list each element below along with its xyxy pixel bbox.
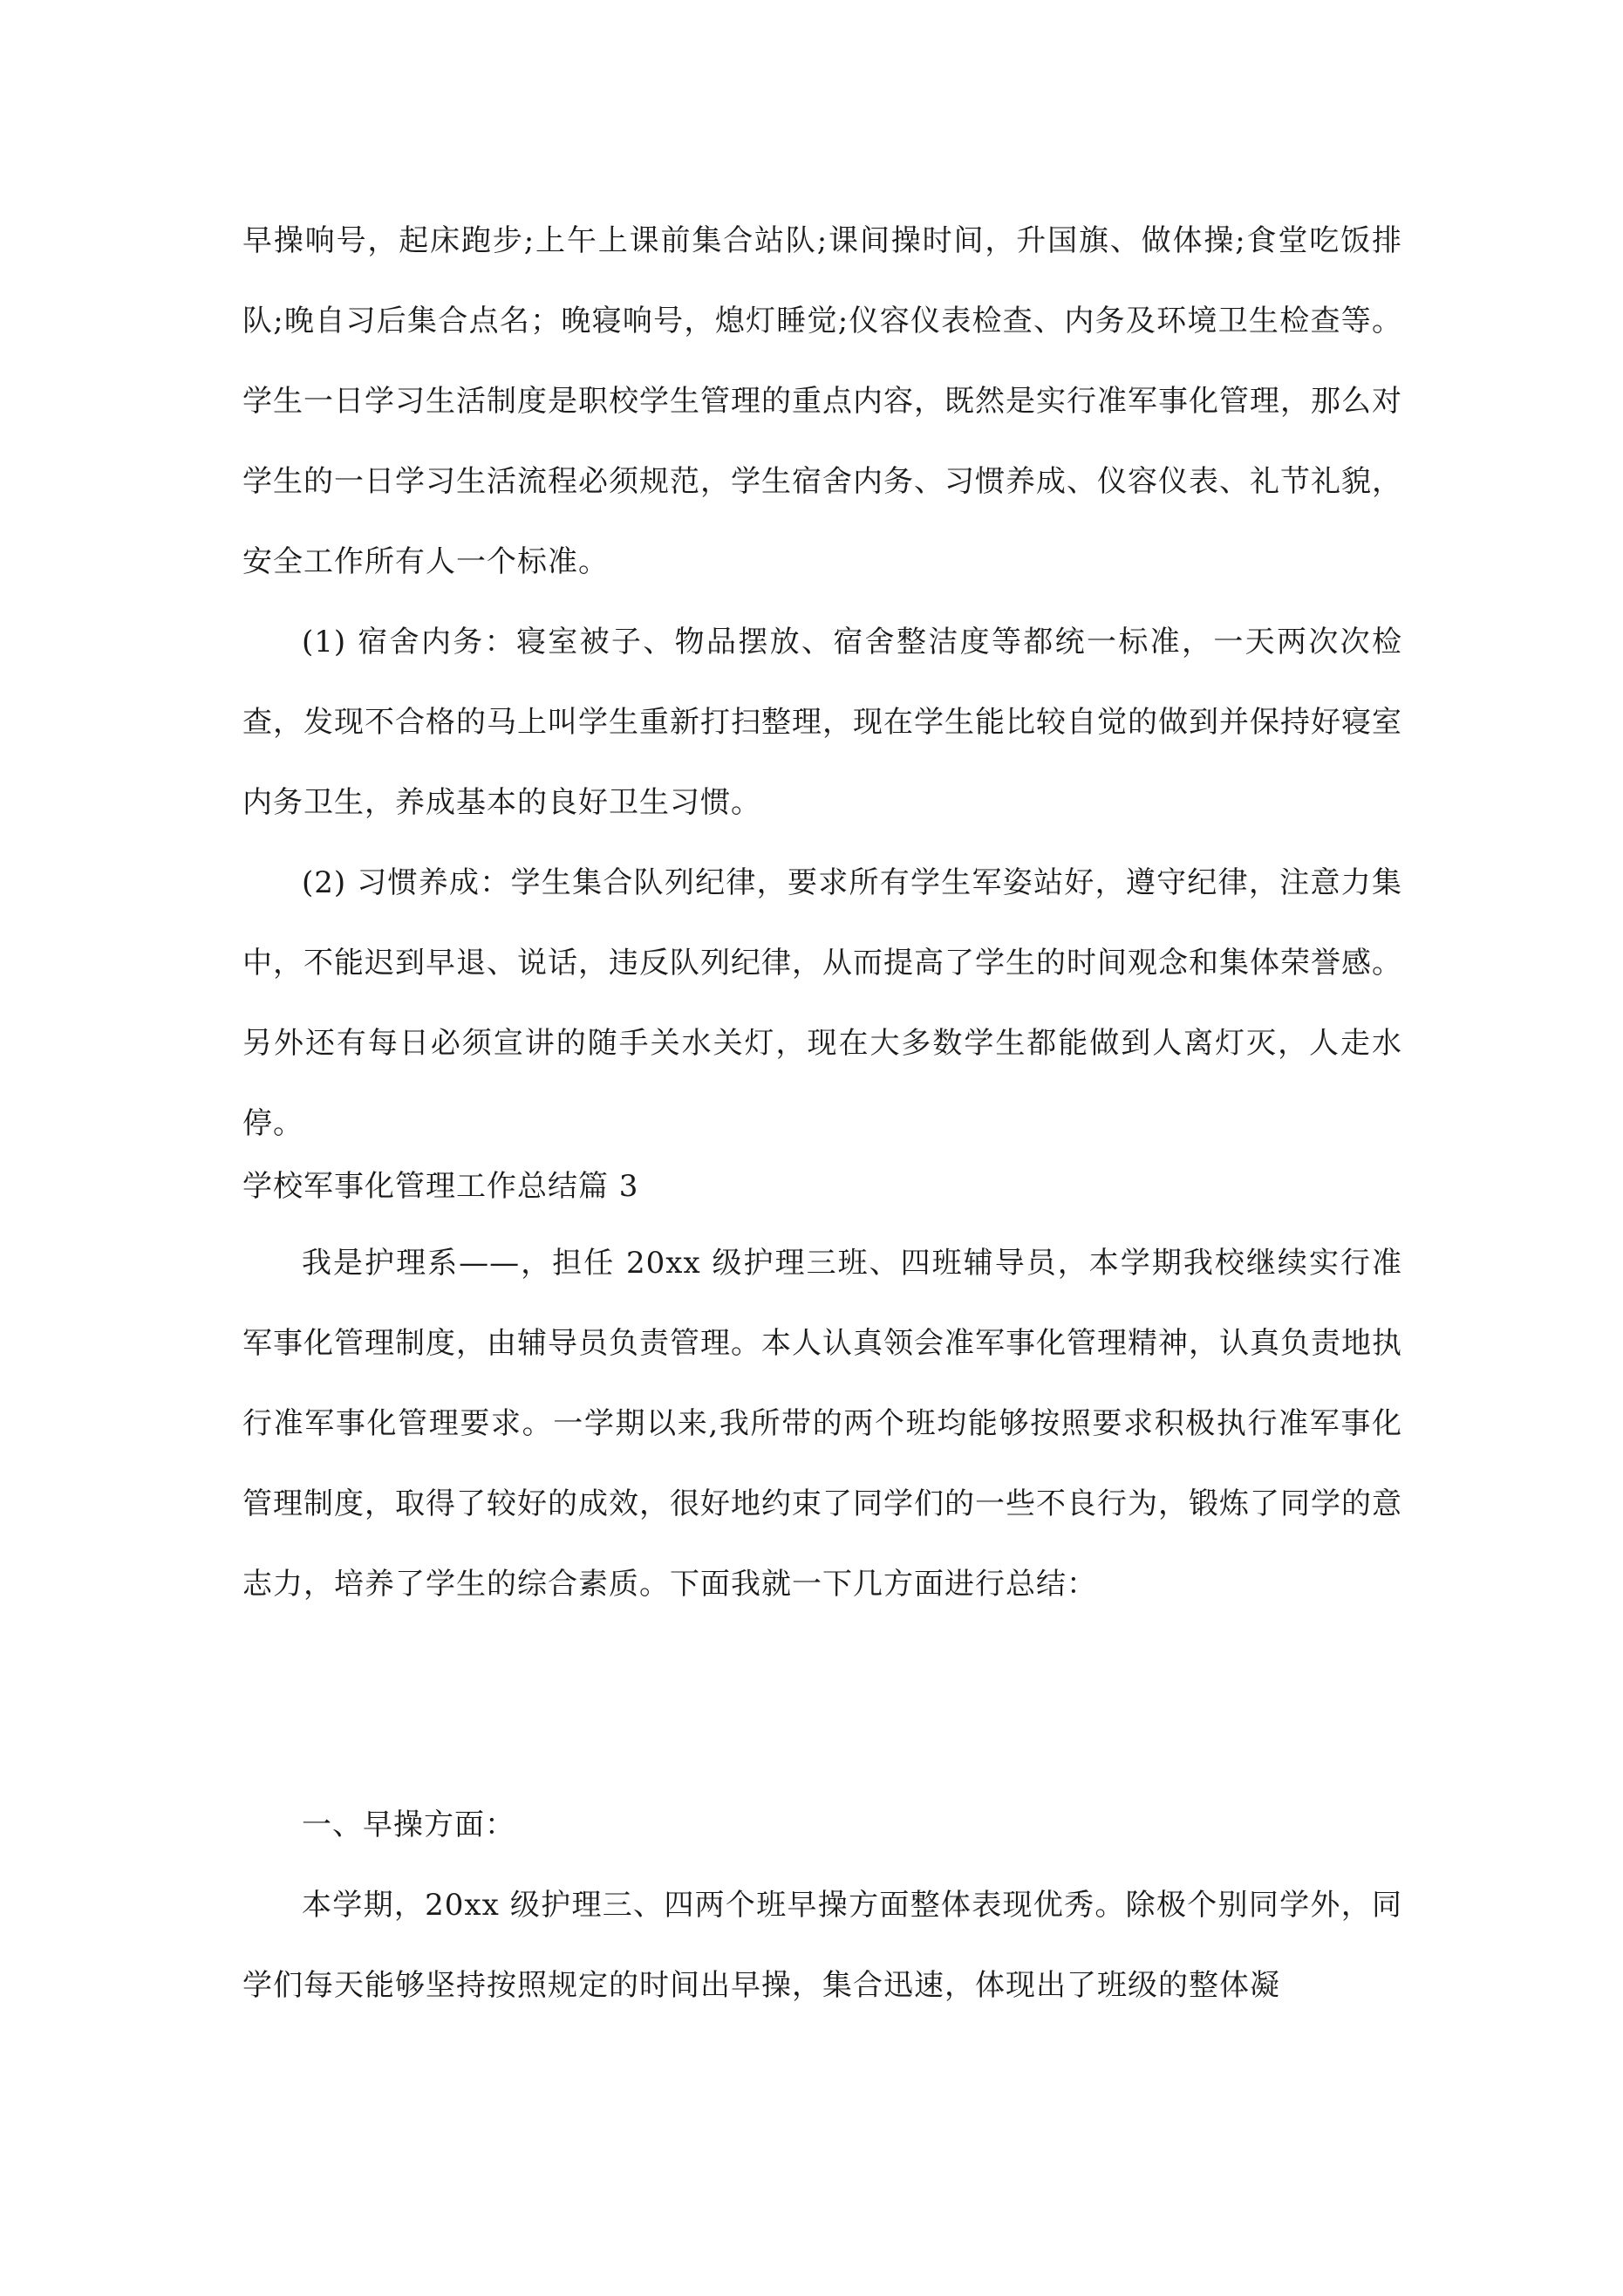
paragraph-morning-exercise: 本学期，20xx 级护理三、四两个班早操方面整体表现优秀。除极个别同学外，同学们每天能够坚持按照规定的时间出早操，集合迅速，体现出了班级的整体凝 [242, 1888, 1402, 2003]
subheading-morning-exercise: 一、早操方面： [302, 1807, 515, 1842]
paragraph-daily-routine: 早操响号，起床跑步;上午上课前集合站队;课间操时间，升国旗、做体操;食堂吃饭排队;晚自习后集合点名；晚寝响号，熄灯睡觉;仪容仪表检查、内务及环境卫生检查等。学生一日学习生活制度是职校学生管理的重点内容，既然是实行准军事化管理，那么对学生的一日学习生活流程必须规范，学生宿舍内务、习惯养成、仪容仪表、礼节礼貌，安全工作所有人一个标准。 [242, 223, 1402, 579]
paragraph-dormitory: (1) 宿舍内务：寝室被子、物品摆放、宿舍整洁度等都统一标准，一天两次次检查，发现不合格的马上叫学生重新打扫整理，现在学生能比较自觉的做到并保持好寝室内务卫生，养成基本的良好卫生习惯。 [242, 625, 1402, 820]
paragraph-introduction: 我是护理系——，担任 20xx 级护理三班、四班辅导员，本学期我校继续实行准军事化管理制度，由辅导员负责管理。本人认真领会准军事化管理精神，认真负责地执行准军事化管理要求。一学期以来,我所带的两个班均能够按照要求积极执行准军事化管理制度，取得了较好的成效，很好地约束了同学们的一些不良行为，锻炼了同学的意志力，培养了学生的综合素质。下面我就一下几方面进行总结： [242, 1246, 1402, 1602]
paragraph-habits: (2) 习惯养成：学生集合队列纪律，要求所有学生军姿站好，遵守纪律，注意力集中，不能迟到早退、说话，违反队列纪律，从而提高了学生的时间观念和集体荣誉感。另外还有每日必须宣讲的随手关水关灯，现在大多数学生都能做到人离灯灭，人走水停。 [242, 865, 1402, 1141]
section-heading: 学校军事化管理工作总结篇 3 [242, 1169, 639, 1204]
